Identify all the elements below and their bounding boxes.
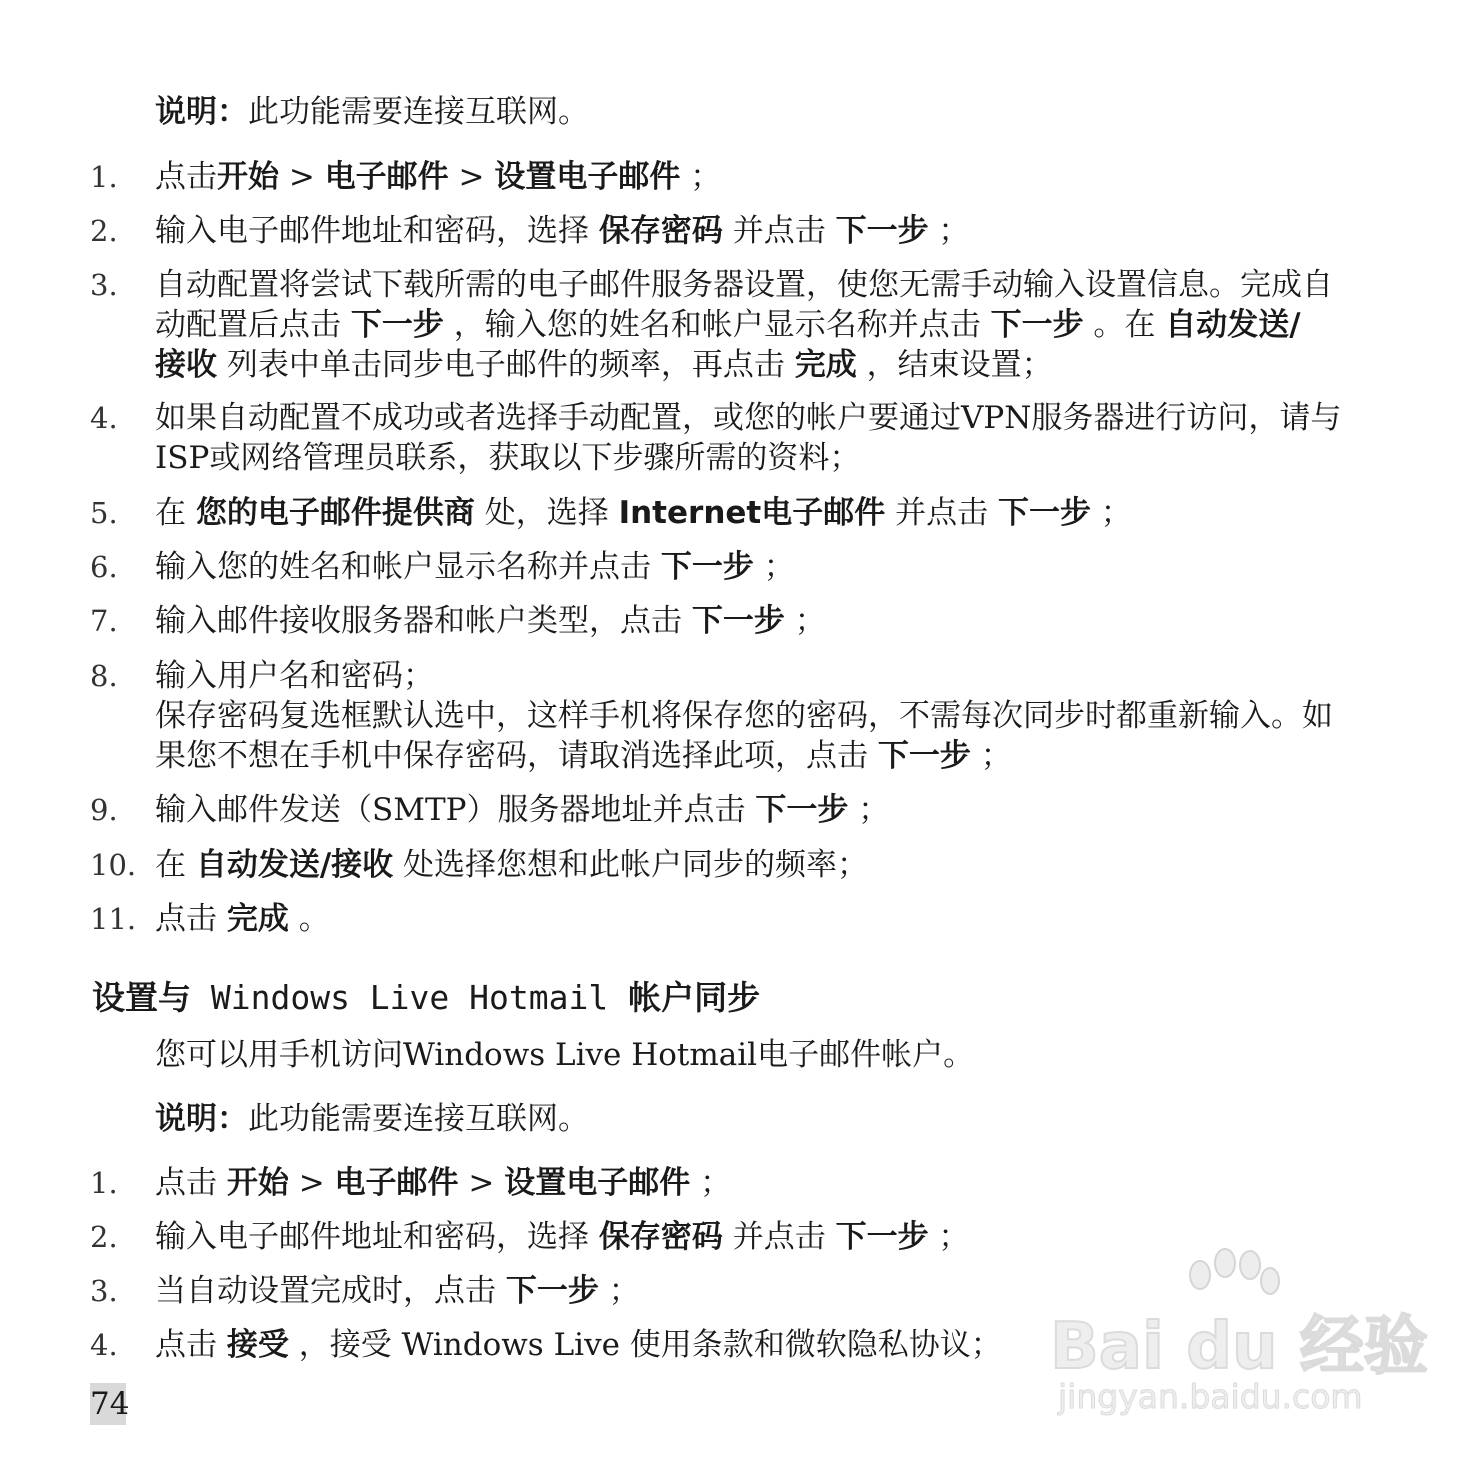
step-fragment: 如果自动配置不成功或者选择手动配置，或您的帐户要通过VPN服务器进行访问，请与 [155,400,1342,436]
step-fragment: 输入您的姓名和帐户显示名称并点击 [155,549,661,585]
ui-term: 下一步 [877,738,971,774]
ui-term: 保存密码 [598,213,723,249]
note-label: 说明： [155,94,248,130]
ui-term: 开始 [226,1165,289,1201]
step-fragment: 。 [288,901,330,937]
step-fragment: 点击 [155,1327,227,1363]
step-number: 2. [90,214,118,248]
step-fragment: ； [1090,495,1132,531]
step-text [155,345,1053,385]
note-text: 此功能需要连接互联网。 [248,94,589,130]
step-fragment: 处选择您想和此帐户同步的频率； [393,847,869,883]
step-number: 11. [90,902,137,936]
ui-term: Internet电子邮件 [618,495,886,531]
step-text [155,1217,969,1257]
step-text [155,305,1301,345]
step-fragment: 。在 [1083,307,1166,343]
ui-term: 下一步 [660,549,754,585]
ui-term: 接受 [226,1327,289,1363]
step-fragment: ； [598,1273,640,1309]
step-number: 4. [90,1328,118,1362]
step-fragment: > [458,1165,505,1201]
step-number: 8. [90,659,118,693]
ui-term: 电子邮件 [324,159,449,195]
step-fragment: 处，选择 [474,495,619,531]
step-fragment: ISP或网络管理员联系，获取以下步骤所需的资料； [155,440,861,476]
step-fragment: 输入用户名和密码； [155,658,434,694]
ui-term: 您的电子邮件提供商 [195,495,475,531]
step-number: 3. [90,1274,118,1308]
step-number: 6. [90,550,118,584]
ui-term: 电子邮件 [334,1165,459,1201]
step-fragment: 列表中单击同步电子邮件的频率，再点击 [217,347,795,383]
step-fragment: > [288,1165,335,1201]
step-fragment: ； [970,738,1012,774]
step-fragment: 输入邮件发送（SMTP）服务器地址并点击 [155,792,756,828]
step-text [155,790,889,830]
step-text [155,157,721,197]
section-heading [92,976,760,1020]
step-fragment: 并点击 [722,213,836,249]
step-text [155,1163,731,1203]
ui-term: 完成 [794,347,857,383]
step-fragment: ； [928,213,970,249]
step-text [155,265,1333,305]
ui-term: 接收 [155,347,217,383]
ui-term: 自动发送/ [1165,307,1301,343]
step-text [155,845,868,885]
ui-term: 下一步 [990,307,1084,343]
ui-term: 下一步 [755,792,849,828]
step-fragment: 当自动设置完成时，点击 [155,1273,506,1309]
ui-term: 完成 [226,901,289,937]
ui-term: 下一步 [835,213,929,249]
step-fragment: 在 [155,847,196,883]
step-fragment: 动配置后点击 [155,307,351,343]
step-fragment: ； [753,549,795,585]
step-fragment: ； [690,1165,732,1201]
step-text [155,696,1333,736]
step-fragment: 点击 [155,1165,227,1201]
page-number: 74 [90,1383,126,1425]
baidu-watermark [1040,1245,1440,1425]
step-fragment: ； [928,1219,970,1255]
ui-term: 下一步 [350,307,444,343]
step-text [155,1271,640,1311]
step-number: 3. [90,268,118,302]
step-fragment: ，结束设置； [856,347,1053,383]
step-fragment: 输入电子邮件地址和密码，选择 [155,1219,599,1255]
step-fragment: 果您不想在手机中保存密码，请取消选择此项，点击 [155,738,878,774]
note-label-2: 说明： [155,1101,248,1137]
step-text [155,438,860,478]
step-text [155,736,1012,776]
step-fragment: > [279,159,325,195]
heading-part-a: 设置与 [92,978,191,1017]
step-text [155,547,795,587]
step-number: 4. [90,401,118,435]
step-text [155,1325,1002,1365]
heading-part-c: 帐户同步 [628,978,761,1017]
step-fragment: 输入邮件接收服务器和帐户类型，点击 [155,603,692,639]
heading-part-b: Windows Live Hotmail [191,978,629,1017]
ui-term: 下一步 [997,495,1091,531]
step-fragment: 点击 [155,901,227,937]
step-text [155,601,826,641]
step-fragment: 保存密码复选框默认选中，这样手机将保存您的密码，不需每次同步时都重新输入。如 [155,698,1333,734]
step-fragment: ，接受 Windows Live 使用条款和微软隐私协议； [288,1327,1002,1363]
step-fragment: ； [848,792,890,828]
note-line [155,92,589,132]
step-fragment: > [448,159,495,195]
step-text [155,398,1341,438]
step-number: 2. [90,1220,118,1254]
step-text [155,656,434,696]
ui-term: 保存密码 [598,1219,723,1255]
note-text-2: 此功能需要连接互联网。 [248,1101,589,1137]
step-fragment: ，输入您的姓名和帐户显示名称并点击 [443,307,991,343]
step-fragment: 自动配置将尝试下载所需的电子邮件服务器设置，使您无需手动输入设置信息。完成自 [155,267,1333,303]
step-text [155,211,969,251]
step-fragment: 并点击 [885,495,998,531]
watermark-url: jingyan.baidu.com [1058,1377,1363,1416]
intro-paragraph: 您可以用手机访问Windows Live Hotmail电子邮件帐户。 [155,1037,975,1073]
step-text [155,899,330,939]
note-line-2 [155,1099,589,1139]
step-fragment: 输入电子邮件地址和密码，选择 [155,213,599,249]
step-number: 5. [90,496,118,530]
step-text [155,493,1132,533]
ui-term: 下一步 [505,1273,599,1309]
step-number: 7. [90,604,118,638]
ui-term: 下一步 [691,603,785,639]
step-fragment: 并点击 [722,1219,836,1255]
step-number: 1. [90,1166,118,1200]
step-fragment: 点击 [155,159,217,195]
ui-term: 开始 [217,159,279,195]
step-fragment: ； [784,603,826,639]
step-number: 10. [90,848,137,882]
step-fragment: ； [680,159,722,195]
ui-term: 自动发送/接收 [195,847,394,883]
ui-term: 设置电子邮件 [494,159,681,195]
step-fragment: 在 [155,495,196,531]
ui-term: 下一步 [835,1219,929,1255]
ui-term: 设置电子邮件 [504,1165,691,1201]
step-number: 1. [90,160,118,194]
step-number: 9. [90,793,118,827]
watermark-brand: Bai du 经验 [1050,1310,1428,1384]
